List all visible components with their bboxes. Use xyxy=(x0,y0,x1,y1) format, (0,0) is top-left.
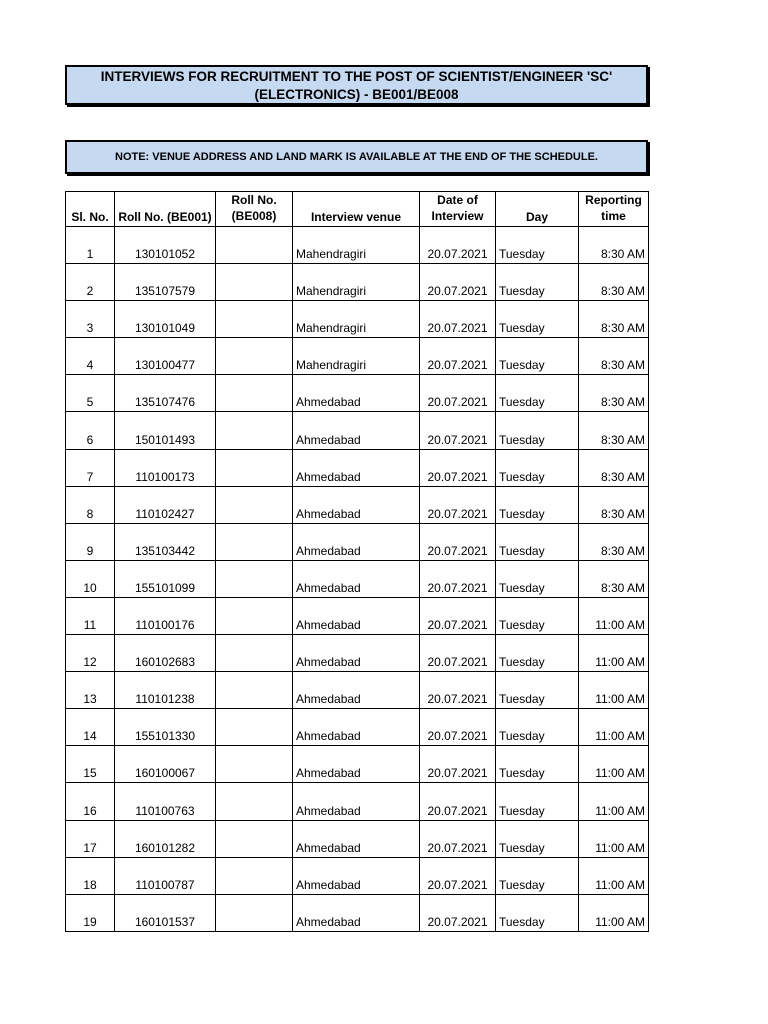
cell-day: Tuesday xyxy=(496,820,579,857)
cell-sl-no: 3 xyxy=(66,301,115,338)
cell-day: Tuesday xyxy=(496,672,579,709)
cell-reporting-time: 11:00 AM xyxy=(579,894,649,931)
cell-interview-venue: Ahmedabad xyxy=(293,635,420,672)
cell-reporting-time: 8:30 AM xyxy=(579,264,649,301)
cell-sl-no: 12 xyxy=(66,635,115,672)
cell-sl-no: 2 xyxy=(66,264,115,301)
cell-roll-be008 xyxy=(216,523,293,560)
table-body xyxy=(66,227,649,932)
cell-date: 20.07.2021 xyxy=(420,709,496,746)
table-row xyxy=(66,338,649,375)
table-row xyxy=(66,857,649,894)
cell-roll-be001: 130101049 xyxy=(115,301,216,338)
cell-roll-be008 xyxy=(216,820,293,857)
cell-sl-no: 9 xyxy=(66,523,115,560)
cell-sl-no: 5 xyxy=(66,375,115,412)
cell-interview-venue: Ahmedabad xyxy=(293,597,420,634)
cell-day: Tuesday xyxy=(496,783,579,820)
cell-day: Tuesday xyxy=(496,560,579,597)
cell-date: 20.07.2021 xyxy=(420,264,496,301)
cell-date: 20.07.2021 xyxy=(420,375,496,412)
cell-roll-be008 xyxy=(216,746,293,783)
cell-reporting-time: 11:00 AM xyxy=(579,820,649,857)
table-row xyxy=(66,264,649,301)
column-header-roll-be008: Roll No. (BE008) xyxy=(216,192,293,227)
column-header-roll-be001: Roll No. (BE001) xyxy=(115,192,216,227)
cell-day: Tuesday xyxy=(496,375,579,412)
cell-reporting-time: 11:00 AM xyxy=(579,783,649,820)
cell-reporting-time: 11:00 AM xyxy=(579,635,649,672)
cell-sl-no: 1 xyxy=(66,227,115,264)
cell-roll-be008 xyxy=(216,857,293,894)
cell-day: Tuesday xyxy=(496,857,579,894)
cell-day: Tuesday xyxy=(496,486,579,523)
cell-date: 20.07.2021 xyxy=(420,783,496,820)
cell-date: 20.07.2021 xyxy=(420,449,496,486)
table-row xyxy=(66,635,649,672)
cell-day: Tuesday xyxy=(496,412,579,449)
cell-interview-venue: Mahendragiri xyxy=(293,338,420,375)
interview-schedule-table xyxy=(65,191,649,932)
cell-sl-no: 8 xyxy=(66,486,115,523)
cell-day: Tuesday xyxy=(496,746,579,783)
cell-interview-venue: Ahmedabad xyxy=(293,560,420,597)
table-row xyxy=(66,375,649,412)
cell-date: 20.07.2021 xyxy=(420,523,496,560)
cell-interview-venue: Ahmedabad xyxy=(293,672,420,709)
cell-roll-be001: 110100176 xyxy=(115,597,216,634)
cell-roll-be008 xyxy=(216,449,293,486)
cell-roll-be001: 155101099 xyxy=(115,560,216,597)
cell-reporting-time: 8:30 AM xyxy=(579,301,649,338)
cell-reporting-time: 11:00 AM xyxy=(579,709,649,746)
cell-day: Tuesday xyxy=(496,301,579,338)
cell-sl-no: 18 xyxy=(66,857,115,894)
cell-date: 20.07.2021 xyxy=(420,672,496,709)
cell-roll-be008 xyxy=(216,635,293,672)
table-row xyxy=(66,227,649,264)
cell-roll-be001: 150101493 xyxy=(115,412,216,449)
table-row xyxy=(66,523,649,560)
cell-roll-be001: 110100787 xyxy=(115,857,216,894)
cell-roll-be001: 135103442 xyxy=(115,523,216,560)
cell-roll-be008 xyxy=(216,264,293,301)
cell-date: 20.07.2021 xyxy=(420,338,496,375)
cell-interview-venue: Ahmedabad xyxy=(293,857,420,894)
cell-roll-be001: 160101537 xyxy=(115,894,216,931)
cell-roll-be001: 110100173 xyxy=(115,449,216,486)
cell-day: Tuesday xyxy=(496,264,579,301)
cell-sl-no: 14 xyxy=(66,709,115,746)
cell-roll-be001: 110100763 xyxy=(115,783,216,820)
cell-roll-be001: 160101282 xyxy=(115,820,216,857)
column-header-interview-venue: Interview venue xyxy=(293,192,420,227)
cell-date: 20.07.2021 xyxy=(420,820,496,857)
cell-sl-no: 19 xyxy=(66,894,115,931)
column-header-sl-no: Sl. No. xyxy=(66,192,115,227)
cell-roll-be001: 130101052 xyxy=(115,227,216,264)
cell-roll-be001: 110102427 xyxy=(115,486,216,523)
cell-roll-be008 xyxy=(216,412,293,449)
cell-sl-no: 10 xyxy=(66,560,115,597)
cell-reporting-time: 8:30 AM xyxy=(579,449,649,486)
cell-interview-venue: Ahmedabad xyxy=(293,375,420,412)
cell-roll-be001: 160102683 xyxy=(115,635,216,672)
cell-day: Tuesday xyxy=(496,523,579,560)
cell-date: 20.07.2021 xyxy=(420,857,496,894)
cell-roll-be008 xyxy=(216,709,293,746)
cell-reporting-time: 8:30 AM xyxy=(579,486,649,523)
cell-roll-be008 xyxy=(216,672,293,709)
cell-date: 20.07.2021 xyxy=(420,746,496,783)
table-row xyxy=(66,709,649,746)
cell-date: 20.07.2021 xyxy=(420,894,496,931)
cell-sl-no: 6 xyxy=(66,412,115,449)
column-header-date-of-interview: Date of Interview xyxy=(420,192,496,227)
cell-interview-venue: Ahmedabad xyxy=(293,783,420,820)
cell-sl-no: 4 xyxy=(66,338,115,375)
cell-date: 20.07.2021 xyxy=(420,486,496,523)
cell-roll-be008 xyxy=(216,338,293,375)
table-row xyxy=(66,820,649,857)
cell-interview-venue: Ahmedabad xyxy=(293,820,420,857)
column-header-reporting-time: Reporting time xyxy=(579,192,649,227)
cell-roll-be001: 135107476 xyxy=(115,375,216,412)
cell-reporting-time: 8:30 AM xyxy=(579,338,649,375)
table-row xyxy=(66,449,649,486)
cell-sl-no: 11 xyxy=(66,597,115,634)
cell-date: 20.07.2021 xyxy=(420,635,496,672)
table-row xyxy=(66,412,649,449)
cell-reporting-time: 8:30 AM xyxy=(579,412,649,449)
page-title-line-1: INTERVIEWS FOR RECRUITMENT TO THE POST OF SCIENTIST/ENGINEER 'SC' xyxy=(100,69,613,84)
table-row xyxy=(66,746,649,783)
cell-reporting-time: 11:00 AM xyxy=(579,746,649,783)
table-row xyxy=(66,783,649,820)
cell-roll-be008 xyxy=(216,597,293,634)
column-header-day: Day xyxy=(496,192,579,227)
cell-day: Tuesday xyxy=(496,894,579,931)
cell-roll-be008 xyxy=(216,227,293,264)
cell-reporting-time: 8:30 AM xyxy=(579,560,649,597)
cell-roll-be008 xyxy=(216,301,293,338)
cell-reporting-time: 11:00 AM xyxy=(579,597,649,634)
cell-reporting-time: 8:30 AM xyxy=(579,523,649,560)
page-title-line-2: (ELECTRONICS) - BE001/BE008 xyxy=(254,87,459,102)
cell-date: 20.07.2021 xyxy=(420,560,496,597)
cell-roll-be001: 155101330 xyxy=(115,709,216,746)
cell-interview-venue: Ahmedabad xyxy=(293,523,420,560)
cell-roll-be001: 135107579 xyxy=(115,264,216,301)
cell-interview-venue: Ahmedabad xyxy=(293,449,420,486)
cell-day: Tuesday xyxy=(496,709,579,746)
cell-sl-no: 16 xyxy=(66,783,115,820)
cell-day: Tuesday xyxy=(496,635,579,672)
cell-interview-venue: Mahendragiri xyxy=(293,264,420,301)
table-row xyxy=(66,301,649,338)
cell-reporting-time: 11:00 AM xyxy=(579,672,649,709)
table-header-row xyxy=(66,192,649,227)
cell-sl-no: 15 xyxy=(66,746,115,783)
cell-date: 20.07.2021 xyxy=(420,301,496,338)
cell-date: 20.07.2021 xyxy=(420,412,496,449)
cell-interview-venue: Ahmedabad xyxy=(293,486,420,523)
cell-roll-be008 xyxy=(216,486,293,523)
table-row xyxy=(66,894,649,931)
cell-interview-venue: Ahmedabad xyxy=(293,894,420,931)
cell-interview-venue: Ahmedabad xyxy=(293,412,420,449)
table-row xyxy=(66,597,649,634)
cell-day: Tuesday xyxy=(496,338,579,375)
cell-reporting-time: 8:30 AM xyxy=(579,375,649,412)
cell-day: Tuesday xyxy=(496,227,579,264)
cell-date: 20.07.2021 xyxy=(420,597,496,634)
cell-interview-venue: Ahmedabad xyxy=(293,746,420,783)
table-row xyxy=(66,560,649,597)
cell-sl-no: 17 xyxy=(66,820,115,857)
cell-roll-be008 xyxy=(216,783,293,820)
cell-sl-no: 13 xyxy=(66,672,115,709)
cell-reporting-time: 11:00 AM xyxy=(579,857,649,894)
cell-interview-venue: Mahendragiri xyxy=(293,301,420,338)
cell-interview-venue: Mahendragiri xyxy=(293,227,420,264)
cell-roll-be008 xyxy=(216,560,293,597)
cell-sl-no: 7 xyxy=(66,449,115,486)
cell-roll-be001: 130100477 xyxy=(115,338,216,375)
table-row xyxy=(66,486,649,523)
cell-day: Tuesday xyxy=(496,449,579,486)
venue-note: NOTE: VENUE ADDRESS AND LAND MARK IS AVAILABLE AT THE END OF THE SCHEDULE. xyxy=(65,140,648,174)
cell-day: Tuesday xyxy=(496,597,579,634)
cell-interview-venue: Ahmedabad xyxy=(293,709,420,746)
cell-roll-be008 xyxy=(216,894,293,931)
cell-date: 20.07.2021 xyxy=(420,227,496,264)
page-title xyxy=(65,65,648,105)
cell-roll-be001: 110101238 xyxy=(115,672,216,709)
table-row xyxy=(66,672,649,709)
cell-roll-be001: 160100067 xyxy=(115,746,216,783)
cell-reporting-time: 8:30 AM xyxy=(579,227,649,264)
cell-roll-be008 xyxy=(216,375,293,412)
